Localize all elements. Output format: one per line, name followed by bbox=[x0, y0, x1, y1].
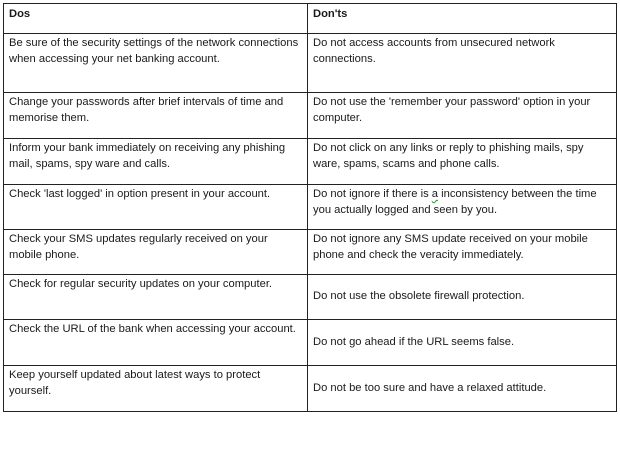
dont-cell: Do not ignore any SMS update received on your mobile phone and check the veracity immediately. bbox=[308, 230, 617, 275]
spellcheck-marked-word: a bbox=[431, 188, 439, 200]
table-row bbox=[4, 366, 617, 412]
dont-text-before: Do not ignore if there is bbox=[313, 188, 432, 200]
do-cell: Check for regular security updates on your computer. bbox=[4, 275, 308, 320]
dont-cell: Do not access accounts from unsecured network connections. bbox=[308, 34, 617, 93]
do-cell: Keep yourself updated about latest ways to protect yourself. bbox=[4, 366, 308, 412]
dos-column-header: Dos bbox=[4, 4, 308, 34]
table-row bbox=[4, 230, 617, 275]
do-cell: Check 'last logged' in option present in your account. bbox=[4, 185, 308, 230]
table-row bbox=[4, 139, 617, 185]
dos-donts-table bbox=[3, 3, 617, 412]
dont-cell: Do not go ahead if the URL seems false. bbox=[308, 320, 617, 366]
table-header-row bbox=[4, 4, 617, 34]
table-row bbox=[4, 93, 617, 139]
do-cell: Check your SMS updates regularly received on your mobile phone. bbox=[4, 230, 308, 275]
table-row bbox=[4, 275, 617, 320]
table-row bbox=[4, 320, 617, 366]
donts-column-header: Don'ts bbox=[308, 4, 617, 34]
dont-cell: Do not use the 'remember your password' option in your computer. bbox=[308, 93, 617, 139]
dont-cell: Do not use the obsolete firewall protection. bbox=[308, 275, 617, 320]
table-row bbox=[4, 34, 617, 93]
dont-cell: Do not click on any links or reply to phishing mails, spy ware, spams, scams and phone calls. bbox=[308, 139, 617, 185]
do-cell: Inform your bank immediately on receiving any phishing mail, spams, spy ware and calls. bbox=[4, 139, 308, 185]
table-row bbox=[4, 185, 617, 230]
dont-cell: Do not be too sure and have a relaxed attitude. bbox=[308, 366, 617, 412]
do-cell: Check the URL of the bank when accessing your account. bbox=[4, 320, 308, 366]
dont-cell bbox=[308, 185, 617, 230]
do-cell: Be sure of the security settings of the network connections when accessing your net banking account. bbox=[4, 34, 308, 93]
do-cell: Change your passwords after brief intervals of time and memorise them. bbox=[4, 93, 308, 139]
dont-text-after: inconsistency between the time you actually logged and seen by you. bbox=[313, 188, 597, 216]
